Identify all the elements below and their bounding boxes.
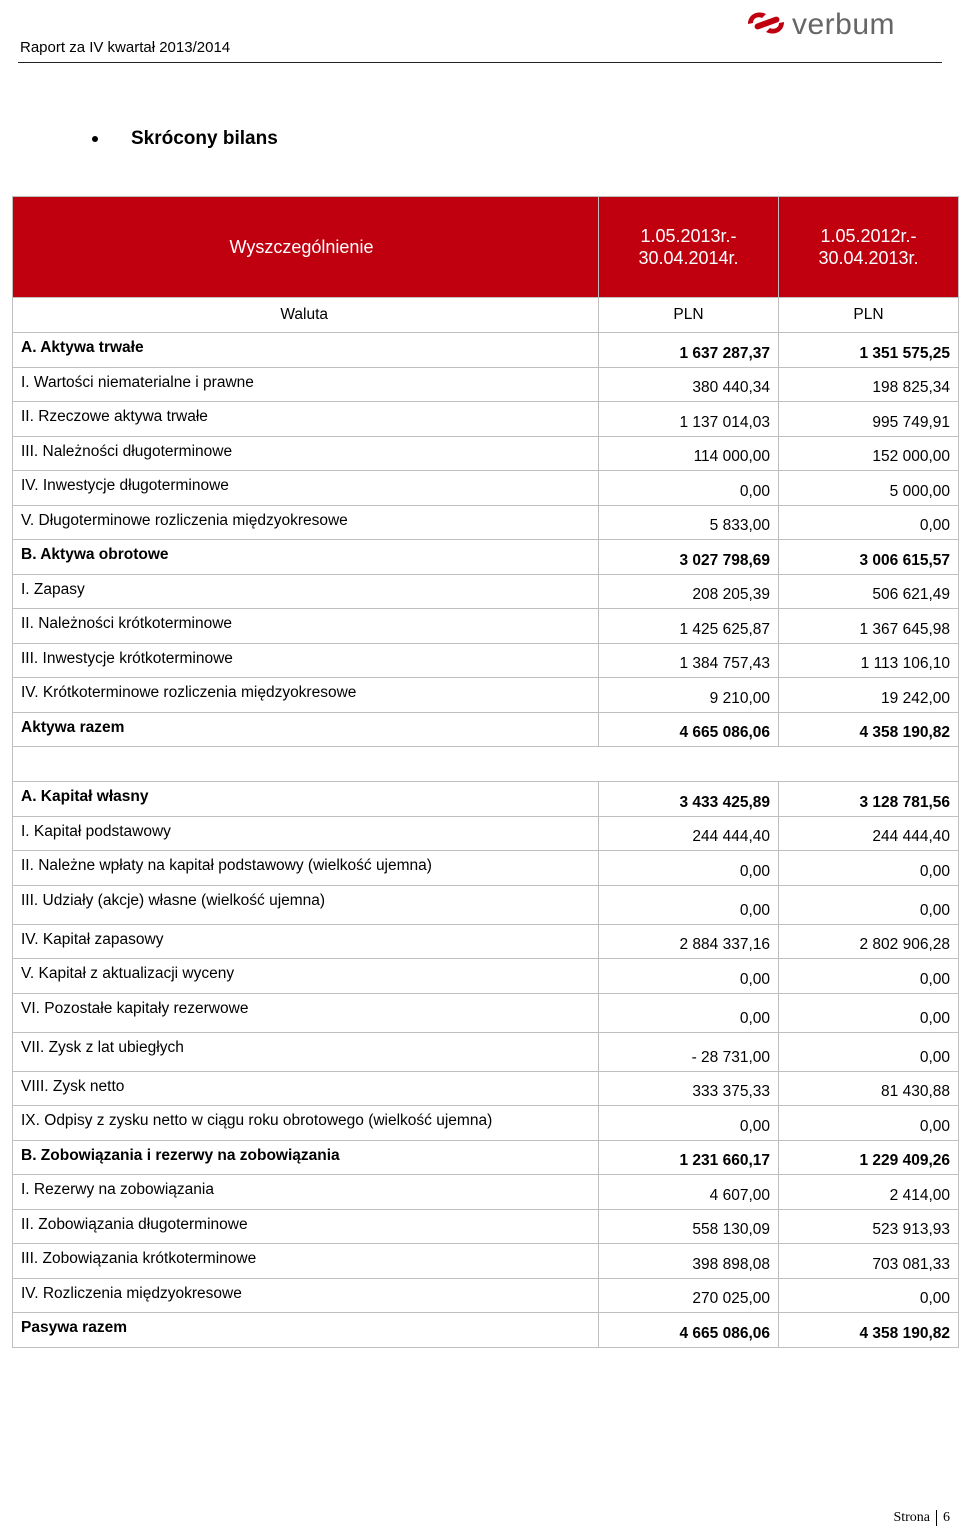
row-value-current: 1 231 660,17	[599, 1140, 779, 1175]
table-row	[13, 333, 959, 368]
row-label: IV. Rozliczenia międzyokresowe	[13, 1278, 599, 1313]
table-row	[13, 1071, 959, 1106]
table-row	[13, 1175, 959, 1210]
row-value-previous: 1 367 645,98	[779, 609, 959, 644]
row-value-previous: 506 621,49	[779, 574, 959, 609]
row-label: II. Rzeczowe aktywa trwałe	[13, 402, 599, 437]
table-header-row	[13, 197, 959, 298]
table-row	[13, 959, 959, 994]
row-label: I. Kapitał podstawowy	[13, 816, 599, 851]
row-label: I. Rezerwy na zobowiązania	[13, 1175, 599, 1210]
row-label: IV. Kapitał zapasowy	[13, 924, 599, 959]
row-label: IV. Krótkoterminowe rozliczenia międzyokresowe	[13, 678, 599, 713]
row-value-current: 0,00	[599, 959, 779, 994]
row-value-previous: 0,00	[779, 885, 959, 924]
row-label: I. Wartości niematerialne i prawne	[13, 367, 599, 402]
row-value-current: 114 000,00	[599, 436, 779, 471]
table-row	[13, 540, 959, 575]
currency-label: Waluta	[13, 298, 599, 333]
row-value-previous: 3 006 615,57	[779, 540, 959, 575]
row-value-previous: 995 749,91	[779, 402, 959, 437]
currency-current: PLN	[599, 298, 779, 333]
row-value-current: 0,00	[599, 471, 779, 506]
row-value-previous: 19 242,00	[779, 678, 959, 713]
row-value-previous: 703 081,33	[779, 1244, 959, 1279]
row-value-current: 1 384 757,43	[599, 643, 779, 678]
row-value-previous: 81 430,88	[779, 1071, 959, 1106]
row-value-current: 5 833,00	[599, 505, 779, 540]
row-value-previous: 0,00	[779, 851, 959, 886]
currency-previous: PLN	[779, 298, 959, 333]
table-row	[13, 1313, 959, 1348]
table-row	[13, 436, 959, 471]
table-row	[13, 712, 959, 747]
row-value-previous: 0,00	[779, 993, 959, 1032]
table-row	[13, 1032, 959, 1071]
verbum-logo	[744, 2, 944, 44]
table-row	[13, 851, 959, 886]
bullet-icon	[92, 136, 98, 142]
row-value-current: 2 884 337,16	[599, 924, 779, 959]
row-label: IV. Inwestycje długoterminowe	[13, 471, 599, 506]
page-number: 6	[943, 1510, 950, 1525]
row-value-previous: 1 351 575,25	[779, 333, 959, 368]
row-value-current: 558 130,09	[599, 1209, 779, 1244]
row-value-previous: 2 802 906,28	[779, 924, 959, 959]
row-label: II. Zobowiązania długoterminowe	[13, 1209, 599, 1244]
row-value-current: 1 425 625,87	[599, 609, 779, 644]
row-label: VIII. Zysk netto	[13, 1071, 599, 1106]
table-row	[13, 574, 959, 609]
row-label: A. Aktywa trwałe	[13, 333, 599, 368]
page-footer	[893, 1510, 950, 1526]
row-value-current: 0,00	[599, 1106, 779, 1141]
row-value-current: 4 607,00	[599, 1175, 779, 1210]
table-row	[13, 505, 959, 540]
section-heading	[92, 128, 278, 150]
row-value-current: 9 210,00	[599, 678, 779, 713]
table-row	[13, 678, 959, 713]
table-row	[13, 1209, 959, 1244]
section-title: Skrócony bilans	[131, 128, 278, 149]
row-value-previous: 3 128 781,56	[779, 782, 959, 817]
currency-row	[13, 298, 959, 333]
row-value-current: 3 433 425,89	[599, 782, 779, 817]
table-row	[13, 816, 959, 851]
row-value-previous: 0,00	[779, 1106, 959, 1141]
row-value-current: 208 205,39	[599, 574, 779, 609]
row-value-current: - 28 731,00	[599, 1032, 779, 1071]
row-label: Pasywa razem	[13, 1313, 599, 1348]
table-row	[13, 1244, 959, 1279]
page-label: Strona	[893, 1510, 930, 1525]
row-value-previous: 2 414,00	[779, 1175, 959, 1210]
row-label: IX. Odpisy z zysku netto w ciągu roku obrotowego (wielkość ujemna)	[13, 1106, 599, 1141]
row-value-current: 1 137 014,03	[599, 402, 779, 437]
row-label: II. Należne wpłaty na kapitał podstawowy (wielkość ujemna)	[13, 851, 599, 886]
row-value-previous: 4 358 190,82	[779, 1313, 959, 1348]
row-value-current: 4 665 086,06	[599, 1313, 779, 1348]
row-value-previous: 244 444,40	[779, 816, 959, 851]
row-label: B. Aktywa obrotowe	[13, 540, 599, 575]
header-rule	[18, 62, 942, 63]
row-value-previous: 152 000,00	[779, 436, 959, 471]
row-label: I. Zapasy	[13, 574, 599, 609]
row-label: V. Kapitał z aktualizacji wyceny	[13, 959, 599, 994]
row-value-current: 0,00	[599, 851, 779, 886]
table-row	[13, 924, 959, 959]
table-row	[13, 1278, 959, 1313]
table-row	[13, 782, 959, 817]
table-row	[13, 471, 959, 506]
spacer-cell	[13, 747, 959, 782]
row-value-current: 270 025,00	[599, 1278, 779, 1313]
row-label: II. Należności krótkoterminowe	[13, 609, 599, 644]
row-value-previous: 0,00	[779, 505, 959, 540]
row-value-previous: 1 229 409,26	[779, 1140, 959, 1175]
table-row	[13, 367, 959, 402]
row-value-current: 244 444,40	[599, 816, 779, 851]
row-label: Aktywa razem	[13, 712, 599, 747]
table-row	[13, 993, 959, 1032]
balance-sheet-table	[12, 196, 959, 1348]
row-label: VII. Zysk z lat ubiegłych	[13, 1032, 599, 1071]
report-title: Raport za IV kwartał 2013/2014	[20, 39, 231, 56]
row-label: V. Długoterminowe rozliczenia międzyokresowe	[13, 505, 599, 540]
row-label: III. Udziały (akcje) własne (wielkość ujemna)	[13, 885, 599, 924]
row-value-previous: 5 000,00	[779, 471, 959, 506]
row-value-previous: 198 825,34	[779, 367, 959, 402]
header-label: Wyszczególnienie	[13, 197, 599, 298]
row-label: VI. Pozostałe kapitały rezerwowe	[13, 993, 599, 1032]
table-row	[13, 1140, 959, 1175]
row-value-current: 333 375,33	[599, 1071, 779, 1106]
row-label: III. Zobowiązania krótkoterminowe	[13, 1244, 599, 1279]
row-value-previous: 4 358 190,82	[779, 712, 959, 747]
row-label: A. Kapitał własny	[13, 782, 599, 817]
svg-text:verbum: verbum	[792, 8, 896, 41]
header-period-previous: 1.05.2012r.- 30.04.2013r.	[779, 197, 959, 298]
row-value-current: 4 665 086,06	[599, 712, 779, 747]
row-label: B. Zobowiązania i rezerwy na zobowiązania	[13, 1140, 599, 1175]
row-value-current: 380 440,34	[599, 367, 779, 402]
table-row	[13, 609, 959, 644]
row-value-previous: 523 913,93	[779, 1209, 959, 1244]
table-row	[13, 643, 959, 678]
header-period-current: 1.05.2013r.- 30.04.2014r.	[599, 197, 779, 298]
table-row	[13, 1106, 959, 1141]
row-value-current: 0,00	[599, 993, 779, 1032]
table-row	[13, 885, 959, 924]
row-value-previous: 0,00	[779, 1278, 959, 1313]
spacer-row	[13, 747, 959, 782]
row-value-previous: 1 113 106,10	[779, 643, 959, 678]
row-value-current: 3 027 798,69	[599, 540, 779, 575]
row-label: III. Inwestycje krótkoterminowe	[13, 643, 599, 678]
row-value-previous: 0,00	[779, 959, 959, 994]
footer-separator	[936, 1510, 937, 1526]
row-value-current: 1 637 287,37	[599, 333, 779, 368]
row-label: III. Należności długoterminowe	[13, 436, 599, 471]
row-value-current: 398 898,08	[599, 1244, 779, 1279]
row-value-previous: 0,00	[779, 1032, 959, 1071]
table-row	[13, 402, 959, 437]
row-value-current: 0,00	[599, 885, 779, 924]
